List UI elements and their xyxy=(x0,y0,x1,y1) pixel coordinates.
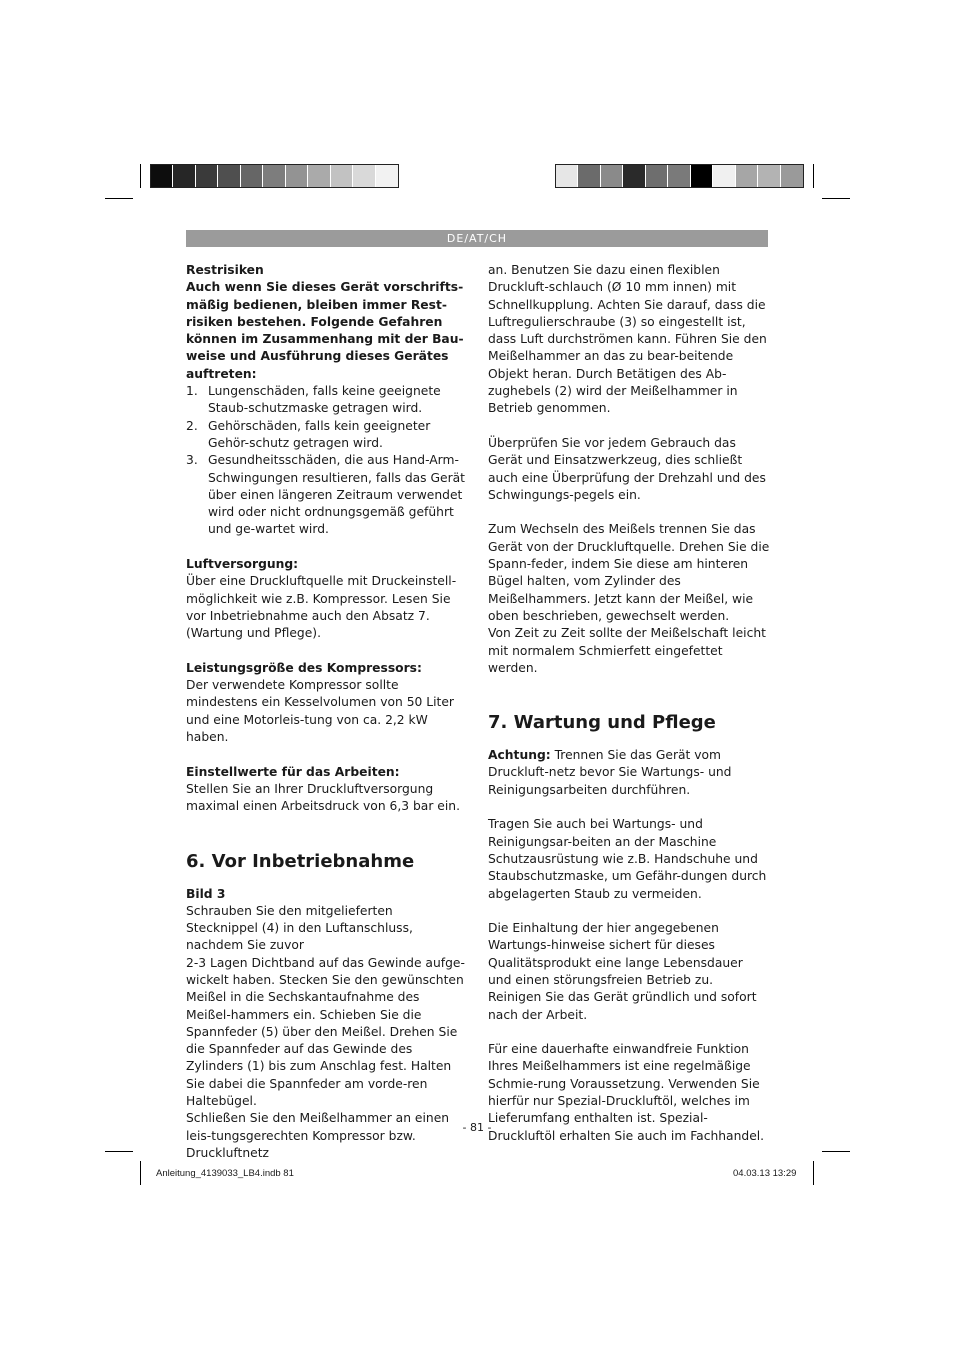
color-swatch xyxy=(556,165,578,187)
color-swatch xyxy=(151,165,173,187)
achtung-text: Trennen Sie das Gerät vom Druckluft-netz bevor Sie Wartungs- und Reinigungsarbeiten durchführen. xyxy=(488,748,732,797)
color-swatch xyxy=(331,165,353,187)
color-swatch xyxy=(623,165,645,187)
bild3-text: 2-3 Lagen Dichtband auf das Gewinde aufge-wickelt haben. Stecken Sie den gewünschten Meißel in die Sechskantaufnahme des Meißel-hammers ein. Schieben Sie die Spannfeder (5) über den Meißel. Drehen Sie die Spannfeder auf das Gewinde des Zylinders (1) bis zum Anschlag fest. Halten Sie dabei die Spannfeder am vorde-ren Haltebügel. xyxy=(186,955,465,1109)
body-paragraph: Für eine dauerhafte einwandfreie Funktion Ihres Meißelhammers ist eine regelmäßige Schmie-rung Voraussetzung. Verwenden Sie hierfür nur Spezial-Druckluftöl, welches im Lieferumfang enthalten ist. Spezial-Druckluftöl erhalten Sie auch im Fachhandel. xyxy=(488,1042,765,1143)
left-column xyxy=(186,262,468,1162)
right-column xyxy=(488,262,770,1145)
achtung-label: Achtung: xyxy=(488,748,551,763)
crop-mark xyxy=(105,1151,133,1152)
language-label: DE/AT/CH xyxy=(446,232,508,245)
list-number: 2. xyxy=(186,418,198,433)
color-swatch xyxy=(646,165,668,187)
section-7-heading: 7. Wartung und Pflege xyxy=(488,712,716,734)
color-calibration-bar-left xyxy=(150,164,399,188)
luftversorgung-heading: Luftversorgung: xyxy=(186,557,299,572)
body-paragraph: Zum Wechseln des Meißels trennen Sie das Gerät von der Druckluftquelle. Drehen Sie die Spann-feder, indem Sie diese am hinteren Bügel halten, vom Zylinder des Meißelhammers. Jetzt kann der Meißel, wie oben beschrieben, gewechselt werden. xyxy=(488,522,770,623)
list-item xyxy=(186,452,468,538)
crop-mark xyxy=(822,198,850,199)
bild3-heading: Bild 3 xyxy=(186,886,226,901)
color-swatch xyxy=(173,165,195,187)
color-swatch xyxy=(713,165,735,187)
color-swatch xyxy=(376,165,398,187)
color-swatch xyxy=(781,165,803,187)
list-number: 1. xyxy=(186,384,198,399)
crop-mark xyxy=(813,164,814,188)
color-swatch xyxy=(758,165,780,187)
crop-mark xyxy=(140,1161,141,1185)
language-header-bar xyxy=(186,230,768,247)
color-swatch xyxy=(353,165,375,187)
crop-mark xyxy=(822,1151,850,1152)
color-swatch xyxy=(218,165,240,187)
luftversorgung-text: Über eine Druckluftquelle mit Druckeinstell-möglichkeit wie z.B. Kompressor. Lesen Sie vor Inbetriebnahme auch den Absatz 7. (Wartung und Pflege). xyxy=(186,574,457,641)
page-number: - 81 - xyxy=(462,1121,492,1134)
achtung-paragraph xyxy=(488,747,770,799)
color-swatch xyxy=(668,165,690,187)
color-swatch xyxy=(308,165,330,187)
color-swatch xyxy=(286,165,308,187)
crop-mark xyxy=(140,164,141,188)
crop-mark xyxy=(813,1161,814,1185)
print-slug-file: Anleitung_4139033_LB4.indb 81 xyxy=(156,1168,294,1179)
risk-list xyxy=(186,383,468,539)
color-calibration-bar-right xyxy=(555,164,804,188)
color-swatch xyxy=(578,165,600,187)
body-paragraph: an. Benutzen Sie dazu einen flexiblen Druckluft-schlauch (Ø 10 mm innen) mit Schnellkupplung. Achten Sie darauf, dass die Luftregulierschraube (3) so eingestellt ist, dass Luft durchströmen kann. Führen Sie den Meißelhammer an das zu bear-beitende Objekt heran. Durch Betätigen des Ab-zughebels (2) wird der Meißelhammer in Betrieb genommen. xyxy=(488,263,767,416)
body-paragraph: Tragen Sie auch bei Wartungs- und Reinigungsar-beiten an der Maschine Schutzausrüstung wie z.B. Handschuhe und Staubschutzmaske, um Gefähr-dungen durch abgelagerten Staub zu vermeiden. xyxy=(488,817,767,901)
color-swatch xyxy=(196,165,218,187)
restrisiken-heading: Restrisiken xyxy=(186,263,264,277)
bild3-text: Schließen Sie den Meißelhammer an einen leis-tungsgerechten Kompressor bzw. Druckluftnetz xyxy=(186,1111,450,1160)
list-item xyxy=(186,383,468,418)
print-slug-date: 04.03.13 13:29 xyxy=(733,1168,797,1179)
color-swatch xyxy=(736,165,758,187)
list-text: Gehörschäden, falls kein geeigneter Gehör-schutz getragen wird. xyxy=(208,418,431,450)
bild3-text: Schrauben Sie den mitgelieferten Stecknippel (4) in den Luftanschluss, nachdem Sie zuvor xyxy=(186,903,413,953)
leistung-heading: Leistungsgröße des Kompressors: xyxy=(186,660,422,675)
einstellwerte-text: Stellen Sie an Ihrer Druckluftversorgung maximal einen Arbeitsdruck von 6,3 bar ein. xyxy=(186,781,460,814)
color-swatch xyxy=(241,165,263,187)
body-paragraph: Die Einhaltung der hier angegebenen Wartungs-hinweise sichert für dieses Qualitätsprodukt eine lange Lebensdauer und einen störungsfreien Betrieb zu. xyxy=(488,921,743,987)
list-text: Gesundheitsschäden, die aus Hand-Arm-Schwingungen resultieren, falls das Gerät über einen längeren Zeitraum verwendet wird oder nicht ordnungsgemäß geführt und ge-wartet wird. xyxy=(208,453,466,537)
crop-mark xyxy=(105,198,133,199)
einstellwerte-heading: Einstellwerte für das Arbeiten: xyxy=(186,764,400,779)
body-paragraph: Reinigen Sie das Gerät gründlich und sofort nach der Arbeit. xyxy=(488,990,757,1022)
color-swatch xyxy=(263,165,285,187)
list-number: 3. xyxy=(186,453,198,468)
list-item xyxy=(186,418,468,453)
section-6-heading: 6. Vor Inbetriebnahme xyxy=(186,850,415,872)
leistung-text: Der verwendete Kompressor sollte mindestens ein Kesselvolumen von 50 Liter und eine Motorleis-tung von ca. 2,2 kW haben. xyxy=(186,678,454,745)
body-paragraph: Überprüfen Sie vor jedem Gebrauch das Gerät und Einsatzwerkzeug, dies schließt auch eine Überprüfung der Drehzahl und des Schwingungs-pegels ein. xyxy=(488,435,766,502)
color-swatch xyxy=(691,165,713,187)
list-text: Lungenschäden, falls keine geeignete Staub-schutzmaske getragen wird. xyxy=(208,384,441,416)
body-paragraph: Von Zeit zu Zeit sollte der Meißelschaft leicht mit normalem Schmierfett eingefettet werden. xyxy=(488,626,766,675)
color-swatch xyxy=(601,165,623,187)
restrisiken-intro: Auch wenn Sie dieses Gerät vorschrifts-mäßig bedienen, bleiben immer Rest-risiken bestehen. Folgende Gefahren können im Zusammenhang mit der Bau-weise und Ausführung dieses Gerätes auftreten: xyxy=(186,280,464,381)
